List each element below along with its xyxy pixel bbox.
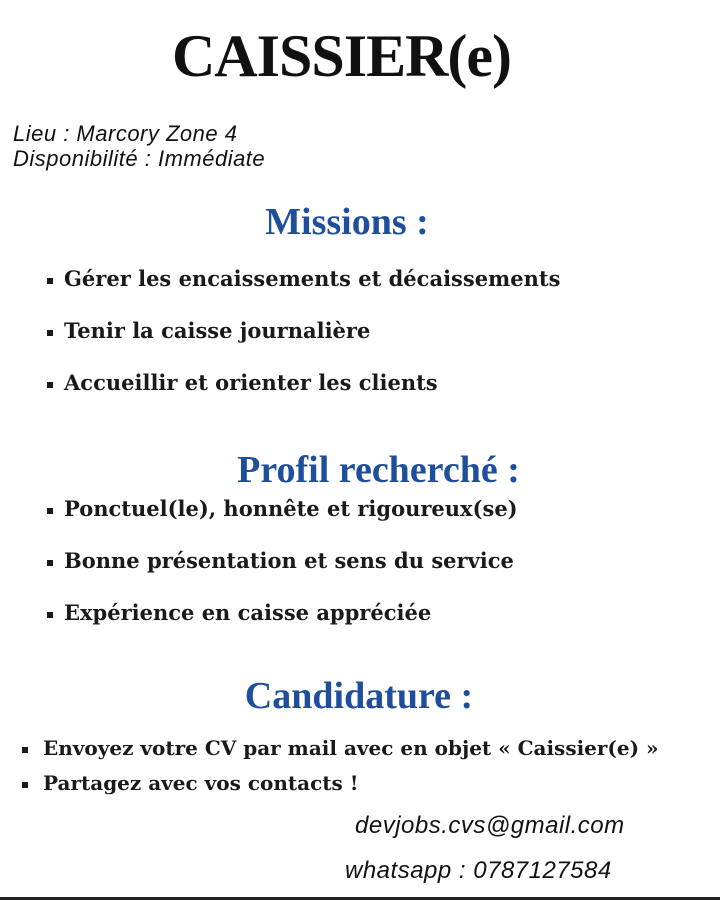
job-meta	[13, 121, 265, 171]
profile-heading: Profil recherché :	[237, 449, 520, 491]
application-heading: Candidature :	[244, 675, 474, 717]
list-item	[22, 771, 659, 806]
email-text: devjobs.cvs@gmail.com	[355, 812, 625, 839]
list-item-text: Tenir la caisse journalière	[64, 318, 371, 343]
list-item-text: Bonne présentation et sens du service	[64, 548, 514, 573]
bullet-icon	[47, 612, 53, 618]
list-item	[47, 318, 560, 370]
bullet-icon	[22, 782, 28, 788]
list-item-text: Gérer les encaissements et décaissements	[64, 266, 561, 291]
list-item-text: Expérience en caisse appréciée	[64, 600, 432, 625]
bullet-icon	[47, 560, 53, 566]
list-item	[22, 736, 659, 771]
list-item	[47, 266, 560, 318]
application-list	[22, 736, 659, 806]
list-item	[47, 600, 518, 652]
availability-text: Disponibilité : Immédiate	[13, 146, 266, 171]
missions-list	[47, 266, 560, 422]
list-item-text: Partagez avec vos contacts !	[43, 771, 359, 795]
bullet-icon	[47, 382, 53, 388]
whatsapp-text: whatsapp : 0787127584	[345, 857, 612, 884]
list-item	[47, 548, 518, 600]
bullet-icon	[47, 508, 53, 514]
bullet-icon	[22, 747, 28, 753]
profile-list	[47, 496, 518, 652]
list-item	[47, 370, 560, 422]
bullet-icon	[47, 278, 53, 284]
list-item-text: Accueillir et orienter les clients	[64, 370, 438, 395]
bullet-icon	[47, 330, 53, 336]
job-title: CAISSIER(e)	[171, 23, 512, 89]
list-item	[47, 496, 518, 548]
list-item-text: Envoyez votre CV par mail avec en objet « Caissier(e) »	[43, 736, 659, 760]
location-text: Lieu : Marcory Zone 4	[13, 121, 238, 146]
list-item-text: Ponctuel(le), honnête et rigoureux(se)	[64, 496, 518, 521]
missions-heading: Missions :	[265, 201, 429, 243]
